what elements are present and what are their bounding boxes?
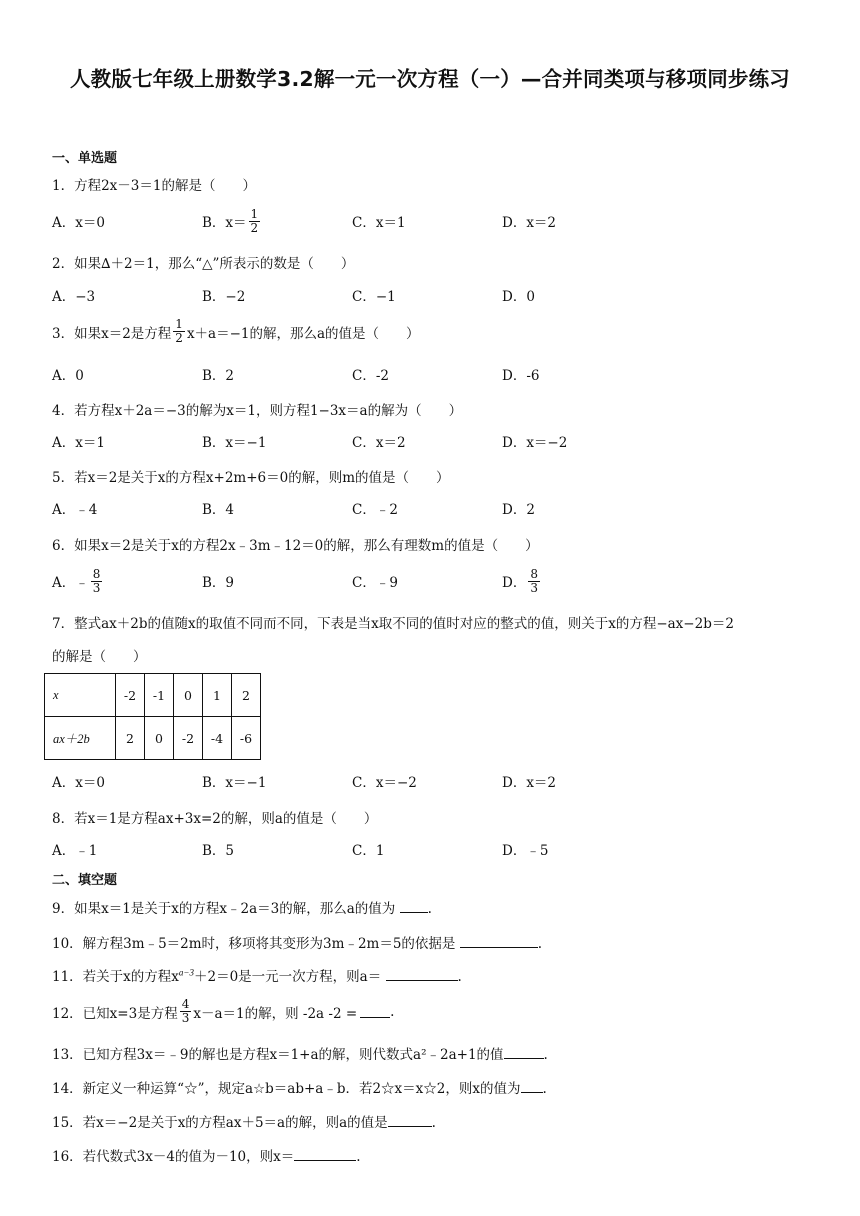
option-d[interactable]: D．x＝2	[502, 775, 557, 791]
question-7-options	[52, 766, 812, 796]
option-d[interactable]	[502, 566, 542, 596]
question-5-stem: 5．若x＝2是关于x的方程x+2m+6＝0的解，则m的值是（ ）	[52, 470, 450, 486]
option-b[interactable]: B．−2	[202, 289, 246, 305]
option-c[interactable]: C．-2	[352, 368, 389, 384]
fraction: $\frac{4}{3}$	[181, 997, 190, 1025]
fraction: $\frac{8}{3}$	[530, 566, 538, 595]
table-cell: -2	[116, 674, 145, 717]
answer-blank[interactable]	[521, 1080, 543, 1093]
table-cell: -2	[174, 717, 203, 760]
answer-blank[interactable]	[294, 1148, 356, 1161]
table-cell: 2	[232, 674, 261, 717]
answer-blank[interactable]	[360, 1005, 390, 1018]
question-12: 12．已知x=3是方程 $\frac{4}{3}$ x－a＝1的解，则 -2a -2 = .	[52, 997, 395, 1025]
section-single-choice: 一、单选题	[52, 151, 118, 166]
answer-blank[interactable]	[388, 1114, 432, 1127]
option-d[interactable]: D．-6	[502, 368, 540, 384]
option-c[interactable]: C．x＝2	[352, 435, 406, 451]
question-6-options	[52, 566, 812, 596]
question-9: 9．如果x＝1是关于x的方程x﹣2a＝3的解，那么a的值为 .	[52, 901, 432, 917]
table-cell: 1	[203, 674, 232, 717]
question-16: 16．若代数式3x－4的值为－10，则x＝ .	[52, 1149, 361, 1165]
option-c[interactable]: C．x＝1	[352, 215, 406, 231]
table-row	[45, 717, 261, 760]
option-a[interactable]: A．−3	[52, 289, 96, 305]
option-b[interactable]: B．5	[202, 843, 235, 859]
question-8-stem: 8．若x＝1是方程ax+3x=2的解，则a的值是（ ）	[52, 811, 378, 827]
option-a-label: A．﹣	[52, 575, 89, 591]
option-a[interactable]: A．x＝0	[52, 215, 105, 231]
option-c[interactable]: C．−1	[352, 289, 396, 305]
option-b[interactable]: B．x＝−1	[202, 435, 267, 451]
question-1-stem: 1．方程2x－3＝1的解是（ ）	[52, 178, 256, 194]
table-row-label: ax＋2b	[45, 717, 116, 760]
option-a[interactable]: A．x＝0	[52, 775, 105, 791]
answer-blank[interactable]	[400, 900, 428, 913]
option-b-label: B．x＝	[202, 215, 247, 231]
table-cell: 0	[174, 674, 203, 717]
option-a[interactable]: A．﹣1	[52, 843, 98, 859]
option-c[interactable]: C．1	[352, 843, 385, 859]
question-5-options	[52, 493, 812, 523]
option-a[interactable]	[52, 566, 104, 596]
answer-blank[interactable]	[504, 1046, 544, 1059]
table-cell: -1	[145, 674, 174, 717]
question-2-options	[52, 280, 812, 310]
question-10: 10．解方程3m﹣5＝2m时，移项将其变形为3m﹣2m＝5的依据是 .	[52, 936, 543, 952]
question-6-stem: 6．如果x＝2是关于x的方程2x﹣3m﹣12＝0的解，那么有理数m的值是（ ）	[52, 538, 539, 554]
answer-blank[interactable]	[460, 935, 538, 948]
option-a[interactable]: A．x＝1	[52, 435, 105, 451]
table-cell: 2	[116, 717, 145, 760]
question-14: 14．新定义一种运算“☆”，规定a☆b＝ab+a﹣b．若2☆x＝x☆2，则x的值为 .	[52, 1081, 547, 1097]
option-c[interactable]: C．﹣9	[352, 575, 398, 591]
option-c[interactable]: C．﹣2	[352, 502, 398, 518]
exponent: a−3	[178, 967, 194, 978]
section-fill-blank: 二、填空题	[52, 873, 118, 888]
table-row	[45, 674, 261, 717]
question-7-stem-cont: 的解是（ ）	[52, 649, 147, 665]
option-b[interactable]	[202, 206, 262, 236]
option-b[interactable]: B．2	[202, 368, 235, 384]
table-row-label: x	[45, 674, 116, 717]
table-cell: -4	[203, 717, 232, 760]
question-11: 11．若关于x的方程$x^{a-3}+2=0$是一元一次方程，则a＝ .	[52, 967, 462, 985]
option-d[interactable]: D．x＝−2	[502, 435, 568, 451]
page-title: 人教版七年级上册数学3.2解一元一次方程（一）—合并同类项与移项同步练习	[69, 67, 790, 91]
option-d[interactable]: D．﹣5	[502, 843, 549, 859]
question-8-options	[52, 834, 812, 864]
question-1-options	[52, 206, 812, 236]
option-b[interactable]: B．4	[202, 502, 235, 518]
question-2-stem: 2．如果∆＋2＝1，那么“△”所表示的数是（ ）	[52, 256, 355, 272]
fraction: $\frac{1}{2}$	[175, 317, 183, 345]
option-c[interactable]: C．x＝−2	[352, 775, 417, 791]
question-13: 13．已知方程3x＝﹣9的解也是方程x＝1+a的解，则代数式a²﹣2a+1的值 .	[52, 1047, 548, 1063]
question-4-stem: 4．若方程x＋2a＝−3的解为x＝1，则方程1−3x＝a的解为（ ）	[52, 403, 463, 419]
fraction: $\frac{8}{3}$	[92, 566, 101, 595]
question-15: 15．若x＝−2是关于x的方程ax＋5＝a的解，则a的值是 .	[52, 1115, 436, 1131]
option-d[interactable]: D．2	[502, 502, 535, 518]
table-cell: 0	[145, 717, 174, 760]
question-7-stem: 7．整式ax＋2b的值随x的取值不同而不同，下表是当x取不同的值时对应的整式的值，则关于x的方程−ax−2b＝2	[52, 616, 734, 632]
option-a[interactable]: A．0	[52, 368, 84, 384]
value-table	[44, 673, 261, 760]
fraction: $\frac{1}{2}$	[250, 206, 259, 235]
option-d-label: D．	[502, 575, 527, 591]
option-d[interactable]: D．0	[502, 289, 535, 305]
question-3-stem: 3．如果x＝2是方程 $\frac{1}{2}$ x＋a＝−1的解，那么a的值是（ ）	[52, 317, 420, 345]
question-3-options	[52, 359, 812, 389]
table-cell: -6	[232, 717, 261, 760]
question-4-options	[52, 426, 812, 456]
option-b[interactable]: B．x＝−1	[202, 775, 267, 791]
option-b[interactable]: B．9	[202, 575, 235, 591]
option-d[interactable]: D．x＝2	[502, 215, 557, 231]
option-a[interactable]: A．﹣4	[52, 502, 98, 518]
answer-blank[interactable]	[386, 968, 458, 981]
